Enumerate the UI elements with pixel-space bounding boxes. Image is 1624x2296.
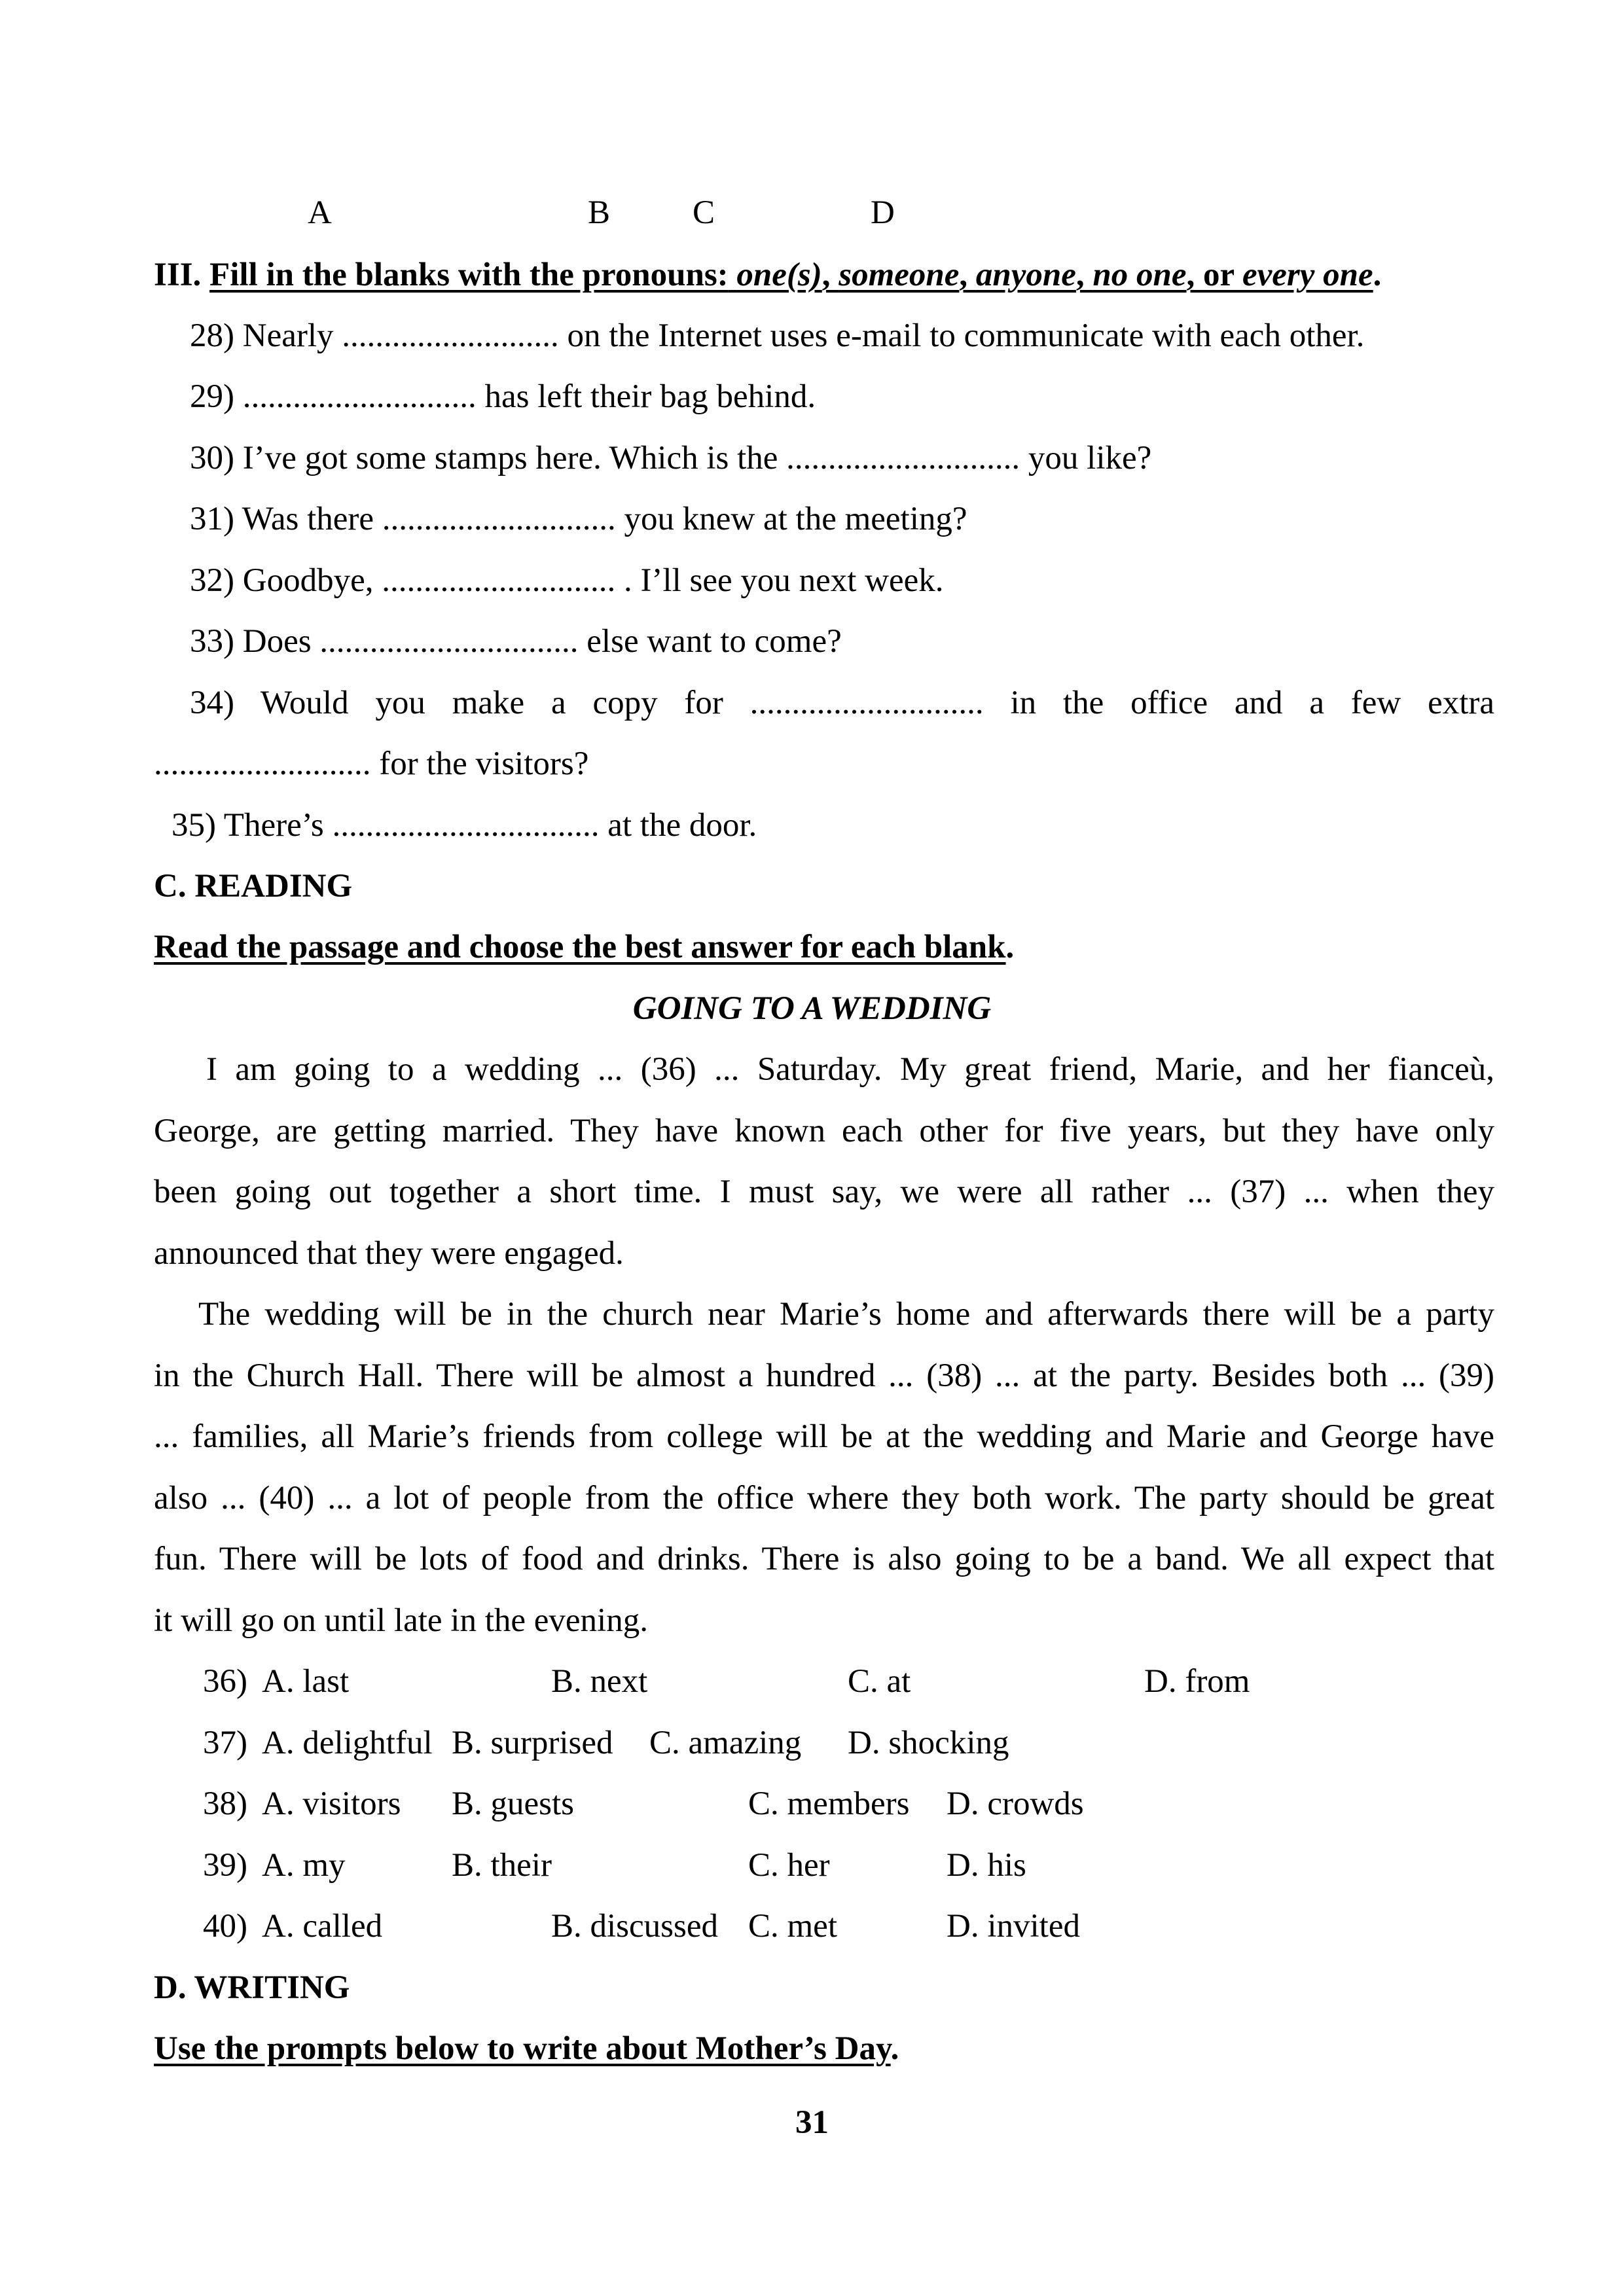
option-d: D. from <box>1144 1663 1250 1700</box>
question-29: 29) ............................ has left their bag behind. <box>190 378 816 415</box>
passage-p1-line-2: George, are getting married. They have known each other for five years, but they have only <box>154 1113 1494 1149</box>
option-c: C. amazing <box>649 1725 802 1761</box>
passage-p2-line-6: it will go on until late in the evening. <box>154 1602 648 1639</box>
option-b: B. surprised <box>452 1725 613 1761</box>
option-d: D. shocking <box>848 1725 1009 1761</box>
question-number: 39) <box>203 1847 247 1884</box>
option-a: A. visitors <box>262 1785 401 1822</box>
option-b: B. next <box>551 1663 648 1700</box>
question-35: 35) There’s ................................ at the door. <box>171 807 757 844</box>
question-number: 38) <box>203 1785 247 1822</box>
option-a: A. called <box>262 1908 383 1945</box>
question-30: 30) I’ve got some stamps here. Which is the ............................ you like? <box>190 440 1152 476</box>
question-number: 37) <box>203 1725 247 1761</box>
option-d: D. crowds <box>947 1785 1084 1822</box>
passage-p1-line-3: been going out together a short time. I must say, we were all rather ... (37) ... when they <box>154 1174 1494 1210</box>
answer-letter-c: C <box>693 194 715 231</box>
option-b: B. their <box>452 1847 552 1884</box>
reading-instruction: Read the passage and choose the best answer for each blank. <box>154 929 1015 965</box>
option-b: B. discussed <box>551 1908 718 1945</box>
section-3-heading: III. Fill in the blanks with the pronouns: one(s), someone, anyone, no one, or every one. <box>154 257 1382 293</box>
writing-instruction: Use the prompts below to write about Mother’s Day. <box>154 2030 899 2067</box>
option-c: C. her <box>748 1847 830 1884</box>
passage-p1-line-4: announced that they were engaged. <box>154 1235 624 1272</box>
question-32: 32) Goodbye, ............................ . I’ll see you next week. <box>190 562 944 599</box>
passage-p2-line-2: in the Church Hall. There will be almost a hundred ... (38) ... at the party. Besides both ... (39) <box>154 1357 1494 1394</box>
option-b: B. guests <box>452 1785 575 1822</box>
option-d: D. invited <box>947 1908 1080 1945</box>
option-a: A. my <box>262 1847 346 1884</box>
option-d: D. his <box>947 1847 1026 1884</box>
answer-letter-a: A <box>308 194 332 231</box>
passage-title: GOING TO A WEDDING <box>632 990 992 1027</box>
section-3-instruction: Fill in the blanks with the pronouns: one(s), someone, anyone, no one, or every one <box>209 257 1373 293</box>
option-a: A. delightful <box>262 1725 433 1761</box>
answer-letter-b: B <box>588 194 611 231</box>
question-28: 28) Nearly .......................... on the Internet uses e-mail to communicate with each other. <box>190 317 1365 354</box>
answer-letter-d: D <box>871 194 895 231</box>
question-31: 31) Was there ............................ you knew at the meeting? <box>190 501 967 537</box>
passage-p2-line-4: also ... (40) ... a lot of people from the office where they both work. The party should be great <box>154 1480 1494 1516</box>
passage-p2-line-1: The wedding will be in the church near Marie’s home and afterwards there will be a party <box>198 1296 1494 1333</box>
question-34-line-2: .......................... for the visitors? <box>154 745 589 782</box>
passage-p1-line-1: I am going to a wedding ... (36) ... Saturday. My great friend, Marie, and her fianceù, <box>206 1051 1494 1088</box>
reading-heading: C. READING <box>154 868 353 905</box>
passage-p2-line-5: fun. There will be lots of food and drinks. There is also going to be a band. We all expect that <box>154 1541 1494 1577</box>
question-33: 33) Does ............................... else want to come? <box>190 623 842 660</box>
question-number: 36) <box>203 1663 247 1700</box>
question-34-line-1: 34) Would you make a copy for ............................ in the office and a few extra <box>190 685 1494 721</box>
question-number: 40) <box>203 1908 247 1945</box>
option-c: C. at <box>848 1663 911 1700</box>
writing-heading: D. WRITING <box>154 1969 350 2006</box>
option-a: A. last <box>262 1663 350 1700</box>
passage-p2-line-3: ... families, all Marie’s friends from college will be at the wedding and Marie and George have <box>154 1418 1494 1455</box>
option-c: C. met <box>748 1908 837 1945</box>
page-number: 31 <box>795 2104 829 2141</box>
section-3-number: III. <box>154 257 202 293</box>
option-c: C. members <box>748 1785 910 1822</box>
